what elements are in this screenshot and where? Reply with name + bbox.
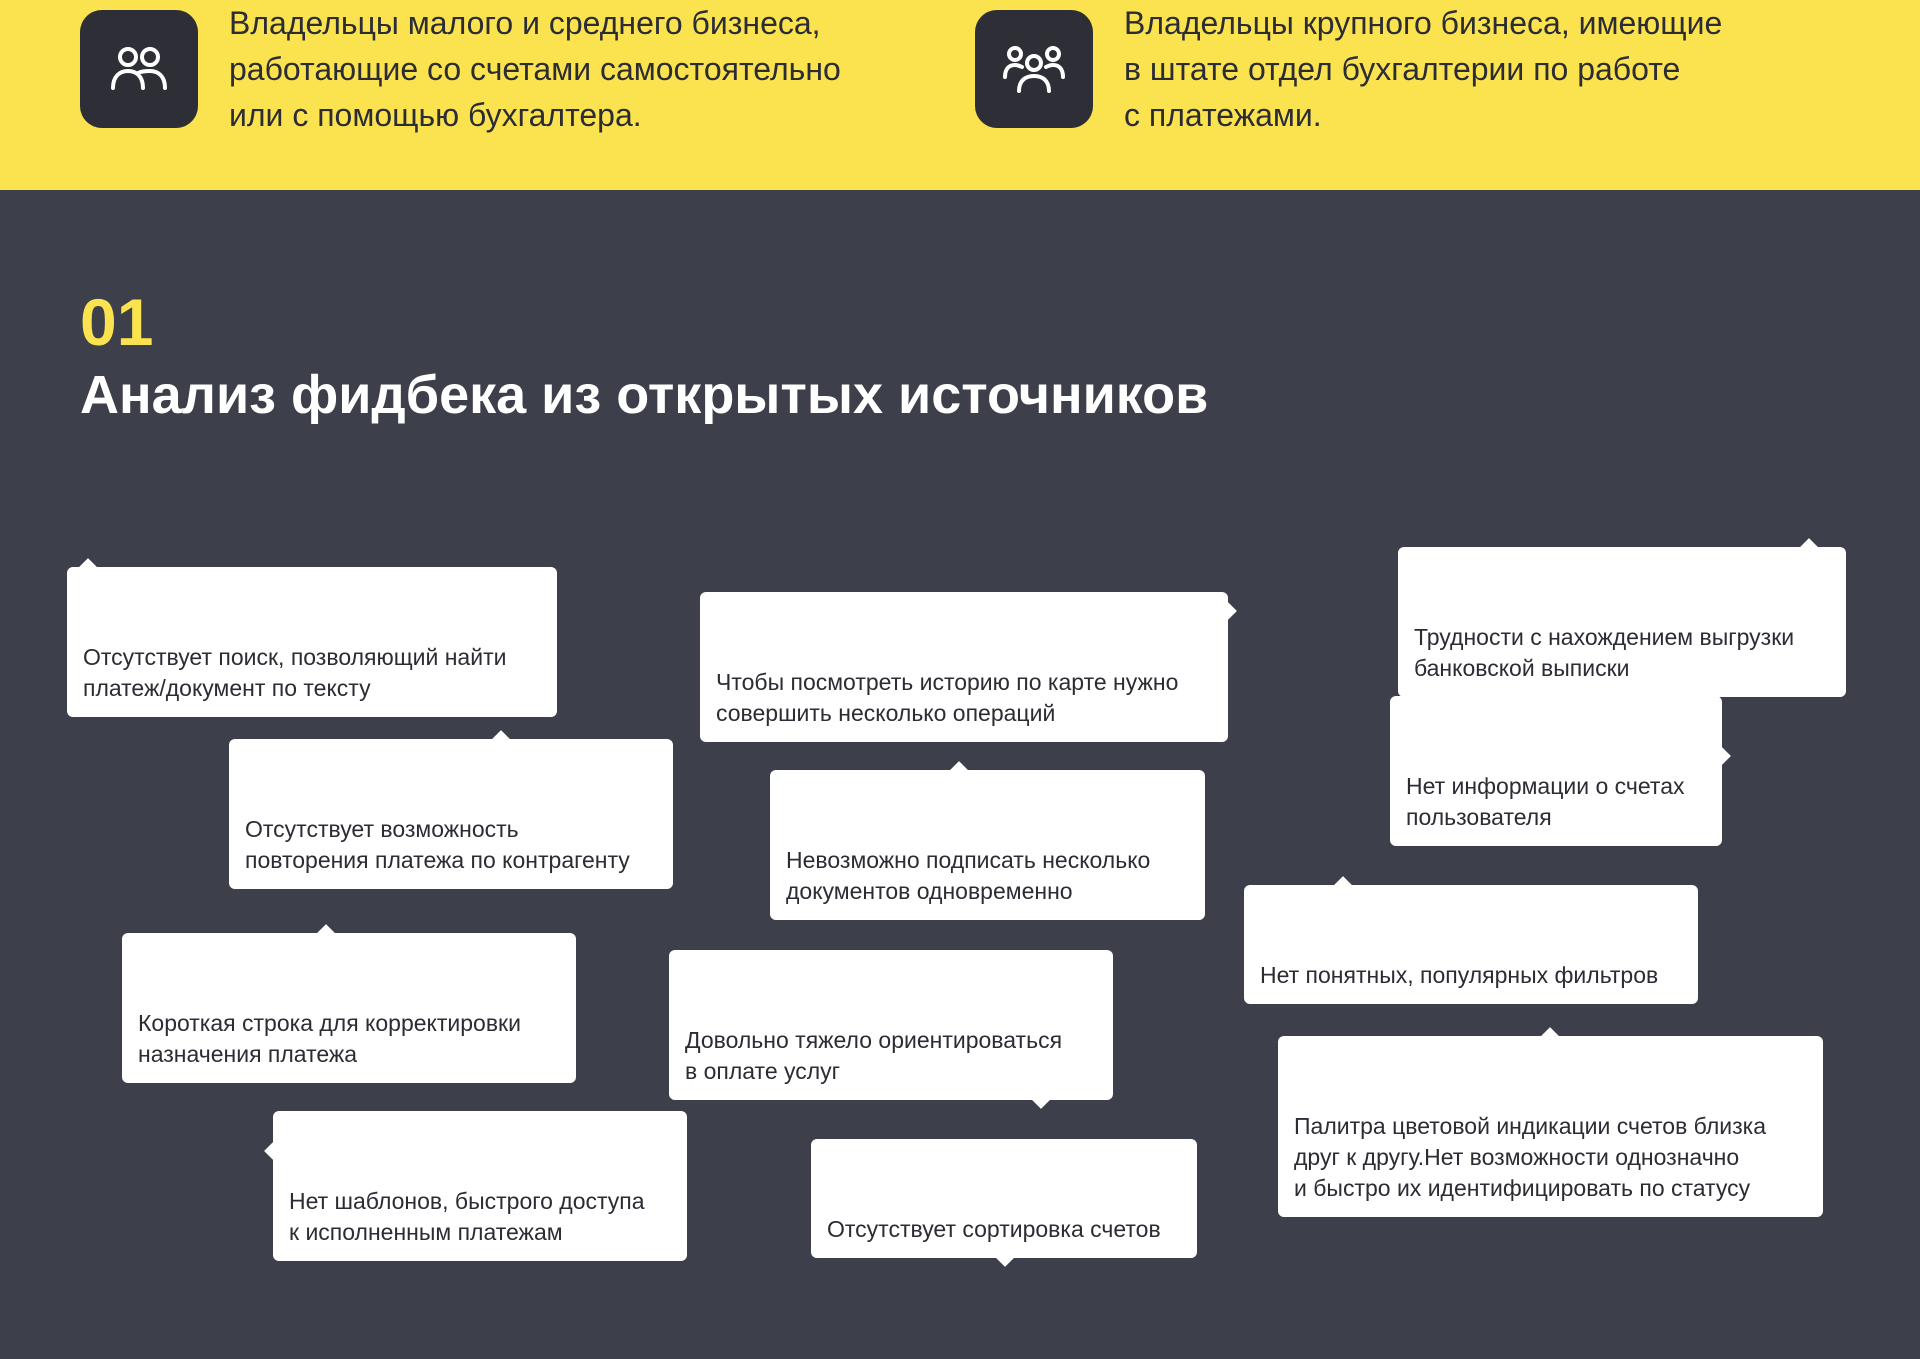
feedback-note-text: Невозможно подписать несколько документов одновременно [786, 847, 1151, 904]
feedback-note-text: Нет информации о счетах пользователя [1406, 773, 1685, 830]
feedback-note [67, 567, 557, 717]
feedback-note [700, 592, 1228, 742]
feedback-note [811, 1139, 1197, 1258]
feedback-note [1390, 696, 1722, 846]
feedback-note [122, 933, 576, 1083]
audience-large-business-text: Владельцы крупного бизнеса, имеющие в штате отдел бухгалтерии по работе с платежами. [1124, 5, 1723, 133]
feedback-note [770, 770, 1205, 920]
feedback-note-text: Отсутствует сортировка счетов [827, 1216, 1161, 1242]
feedback-note [273, 1111, 687, 1261]
audience-small-business-text: Владельцы малого и среднего бизнеса, работающие со счетами самостоятельно или с помощью бухгалтера. [229, 5, 841, 133]
feedback-note [229, 739, 673, 889]
feedback-note-text: Трудности с нахождением выгрузки банковской выписки [1414, 624, 1795, 681]
feedback-note-text: Нет шаблонов, быстрого доступа к исполненным платежам [289, 1188, 645, 1245]
feedback-note-text: Палитра цветовой индикации счетов близка друг к другу.Нет возможности однозначно и быстро их идентифицировать по статусу [1294, 1113, 1766, 1201]
people-icon [80, 10, 198, 128]
feedback-note-text: Довольно тяжело ориентироваться в оплате услуг [685, 1027, 1063, 1084]
group-icon [975, 10, 1093, 128]
feedback-note [1278, 1036, 1823, 1217]
feedback-note [1244, 885, 1698, 1004]
section-title: Анализ фидбека из открытых источников [80, 365, 1209, 425]
feedback-note [1398, 547, 1846, 697]
feedback-note-text: Отсутствует поиск, позволяющий найти платеж/документ по тексту [83, 644, 507, 701]
feedback-note-text: Чтобы посмотреть историю по карте нужно совершить несколько операций [716, 669, 1179, 726]
feedback-note-text: Короткая строка для корректировки назначения платежа [138, 1010, 521, 1067]
feedback-note-text: Отсутствует возможность повторения платежа по контрагенту [245, 816, 630, 873]
feedback-note-text: Нет понятных, популярных фильтров [1260, 962, 1659, 988]
section-number: 01 [80, 285, 154, 359]
feedback-note [669, 950, 1113, 1100]
audience-band [0, 0, 1920, 190]
